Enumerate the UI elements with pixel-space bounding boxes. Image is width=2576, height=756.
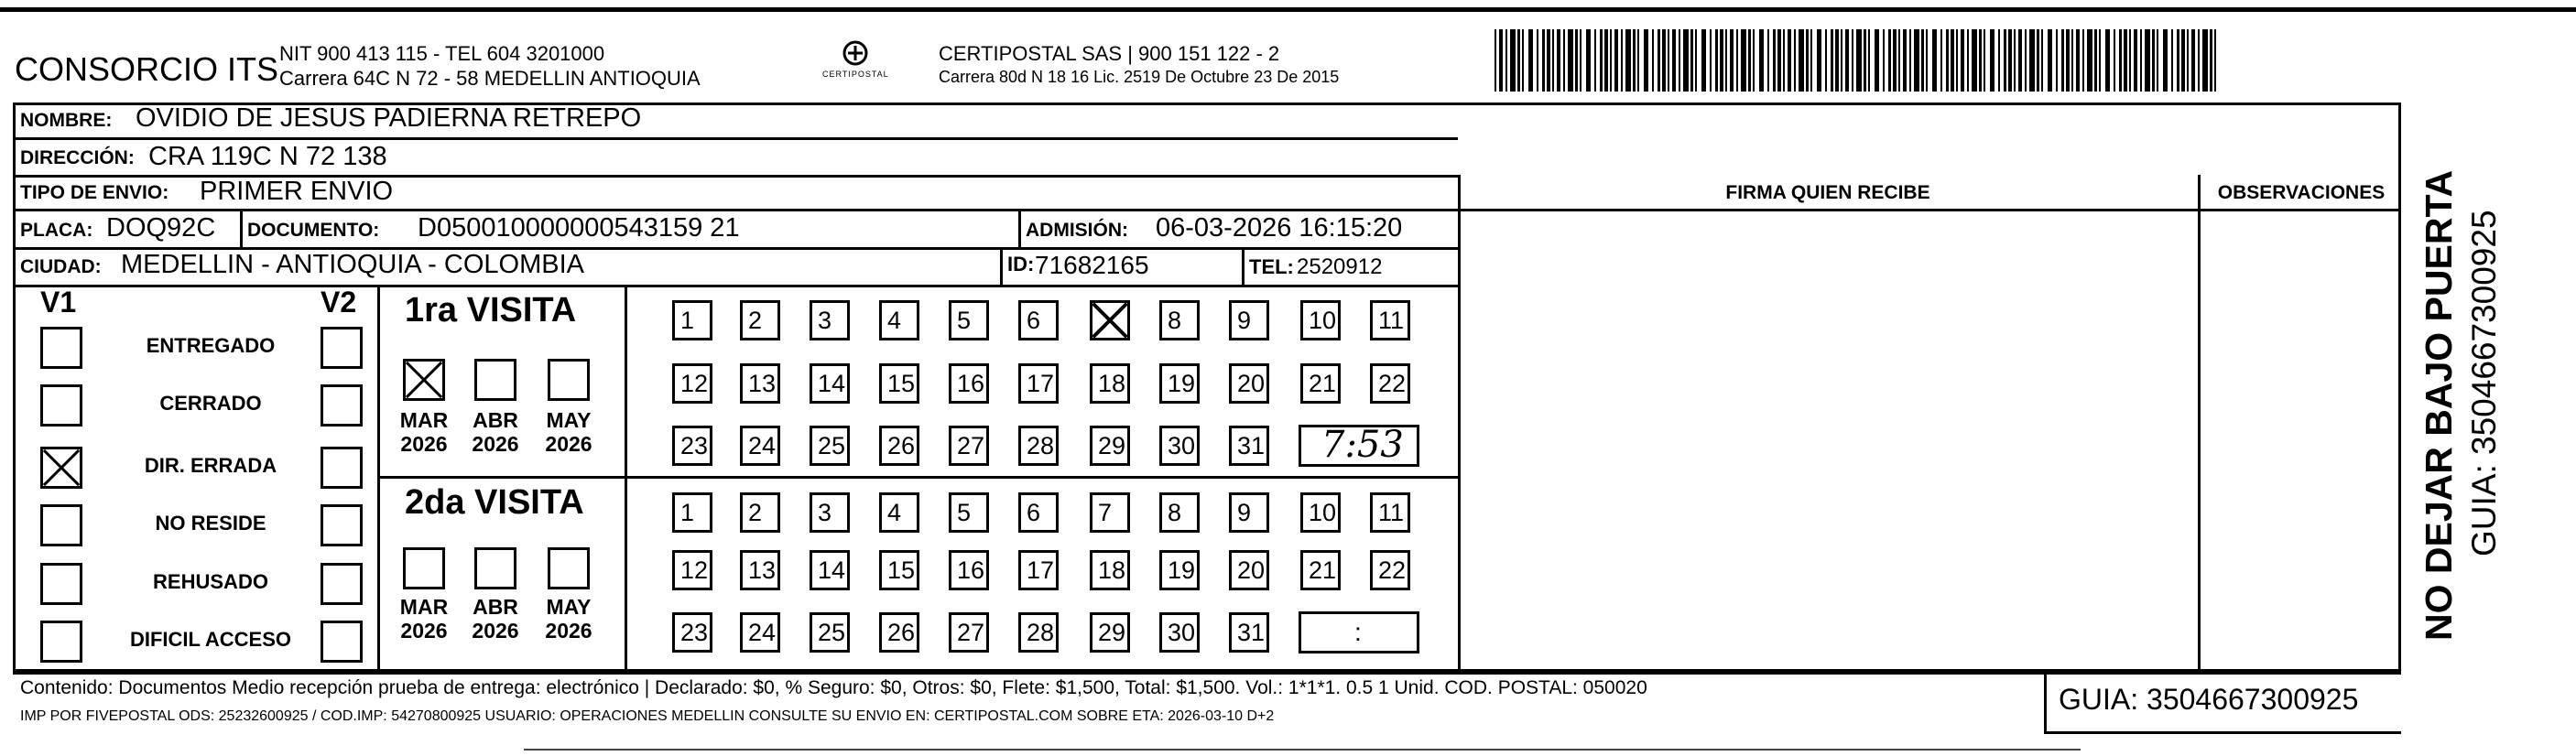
ciudad-label: CIUDAD:: [20, 256, 102, 277]
visit1-day-31[interactable]: 31: [1229, 426, 1269, 466]
cell-divider: [1242, 247, 1245, 285]
visit2-time: :: [1354, 618, 1362, 646]
cell-divider: [240, 209, 243, 247]
visit2-day-11[interactable]: 11: [1370, 492, 1410, 533]
visit1-day-18[interactable]: 18: [1090, 363, 1130, 404]
company-nit: NIT 900 413 115 - TEL 604 3201000: [279, 42, 605, 65]
status-label: NO RESIDE: [155, 512, 266, 535]
tel-label: TEL:: [1249, 255, 1294, 278]
visit2-month-label: [535, 595, 603, 643]
visit2-day-27[interactable]: 27: [949, 612, 989, 653]
visit1-day-11[interactable]: 11: [1370, 300, 1410, 340]
footer-divider: [2044, 672, 2047, 734]
visit2-day-23[interactable]: 23: [672, 612, 712, 653]
certipostal-logo-text: CERTIPOSTAL: [822, 70, 889, 79]
visit1-day-6[interactable]: 6: [1018, 300, 1059, 340]
visit1-title: 1ra VISITA: [405, 291, 577, 329]
visit2-month-checkbox[interactable]: [548, 547, 590, 589]
visit-separator: [377, 476, 1458, 479]
status-label: REHUSADO: [153, 570, 268, 593]
visit1-time: 7:53: [1321, 424, 1404, 466]
visit1-day-2[interactable]: 2: [740, 300, 780, 340]
v2-checkbox[interactable]: [321, 621, 363, 663]
v2-checkbox[interactable]: [321, 327, 363, 369]
visit2-day-16[interactable]: 16: [949, 550, 989, 590]
cut-line: [524, 749, 2081, 751]
visit1-month-checkbox[interactable]: [474, 359, 516, 401]
visit1-day-7[interactable]: [1090, 300, 1130, 340]
cell-divider: [1000, 247, 1003, 285]
visit2-day-17[interactable]: 17: [1018, 550, 1059, 590]
observaciones-area[interactable]: [2201, 211, 2399, 670]
tipo-envio-label: TIPO DE ENVIO:: [20, 182, 169, 203]
nombre-value: OVIDIO DE JESUS PADIERNA RETREPO: [136, 103, 642, 133]
visit2-day-15[interactable]: 15: [879, 550, 919, 590]
visit1-day-28[interactable]: 28: [1018, 426, 1059, 466]
status-label: ENTREGADO: [146, 334, 276, 357]
visit2-day-20[interactable]: 20: [1229, 550, 1269, 590]
visit1-month-label: [390, 408, 458, 456]
visit1-day-24[interactable]: 24: [740, 426, 780, 466]
month-year: 2026: [545, 619, 592, 643]
status-label: CERRADO: [159, 392, 262, 415]
visit2-day-9[interactable]: 9: [1229, 492, 1269, 533]
obs-left-border: [2198, 175, 2201, 672]
visit2-month-checkbox[interactable]: [403, 547, 445, 589]
barcode: [1495, 29, 2223, 92]
visit2-day-21[interactable]: 21: [1300, 550, 1341, 590]
month-name: MAR: [399, 408, 449, 432]
admision-label: ADMISIÓN:: [1026, 220, 1128, 241]
status-label: DIR. ERRADA: [144, 454, 277, 477]
tel-value: 2520912: [1297, 254, 1383, 279]
month-year: 2026: [472, 619, 519, 643]
visit2-month-label: [390, 595, 458, 643]
cell-divider: [1018, 209, 1021, 247]
company-name: CONSORCIO ITS: [15, 50, 279, 88]
visit2-day-18[interactable]: 18: [1090, 550, 1130, 590]
visit2-month-checkbox[interactable]: [474, 547, 516, 589]
firma-signature-area[interactable]: [1462, 211, 2196, 670]
visit2-day-22[interactable]: 22: [1370, 550, 1410, 590]
visit2-day-26[interactable]: 26: [879, 612, 919, 653]
id-value: 71682165: [1035, 251, 1149, 279]
visit1-day-26[interactable]: 26: [879, 426, 919, 466]
visit2-day-30[interactable]: 30: [1159, 612, 1200, 653]
visit1-day-20[interactable]: 20: [1229, 363, 1269, 404]
visit1-month-checkbox[interactable]: [403, 359, 445, 401]
visit1-day-12[interactable]: 12: [672, 363, 712, 404]
v1-checkbox[interactable]: [40, 621, 82, 663]
visit2-day-8[interactable]: 8: [1159, 492, 1200, 533]
visit1-day-25[interactable]: 25: [810, 426, 850, 466]
footer-bottom-border: [2044, 731, 2401, 734]
visit1-time-box[interactable]: [1299, 425, 1419, 467]
firma-left-border: [1458, 175, 1461, 672]
v2-checkbox[interactable]: [321, 504, 363, 546]
visit1-day-27[interactable]: 27: [949, 426, 989, 466]
visit2-day-12[interactable]: 12: [672, 550, 712, 590]
visit1-day-15[interactable]: 15: [879, 363, 919, 404]
visit1-day-19[interactable]: 19: [1159, 363, 1200, 404]
v2-checkbox[interactable]: [321, 563, 363, 605]
row-divider: [13, 137, 1458, 140]
month-year: 2026: [400, 432, 448, 456]
visit2-day-25[interactable]: 25: [810, 612, 850, 653]
visit1-day-13[interactable]: 13: [740, 363, 780, 404]
v2-label: V2: [321, 286, 357, 319]
visit1-month-label: [535, 408, 603, 456]
visit1-day-21[interactable]: 21: [1300, 363, 1341, 404]
status-label: DIFICIL ACCESO: [129, 628, 291, 651]
visit2-day-6[interactable]: 6: [1018, 492, 1059, 533]
visit1-day-1[interactable]: 1: [672, 300, 712, 340]
visit1-day-16[interactable]: 16: [949, 363, 989, 404]
visit2-day-31[interactable]: 31: [1229, 612, 1269, 653]
month-year: 2026: [545, 432, 592, 456]
visit2-day-10[interactable]: 10: [1300, 492, 1341, 533]
id-label: ID:: [1007, 253, 1035, 275]
visit2-day-13[interactable]: 13: [740, 550, 780, 590]
visit1-day-4[interactable]: 4: [879, 300, 919, 340]
footer-print-info: IMP POR FIVEPOSTAL ODS: 25232600925 / COD.IMP: 54270800925 USUARIO: OPERACIONES MEDELLIN CONSULTE SU ENVIO EN: CERTIPOSTAL.COM SOBRE ETA: 2026-03-10 D+2: [20, 708, 1275, 724]
visit2-day-3[interactable]: 3: [810, 492, 850, 533]
visit1-month-label: [462, 408, 529, 456]
month-name: ABR: [473, 408, 518, 432]
v1-checkbox[interactable]: [40, 327, 82, 369]
direccion-value: CRA 119C N 72 138: [148, 142, 387, 171]
footer-top-border: [13, 672, 2401, 675]
visit1-day-10[interactable]: 10: [1300, 300, 1341, 340]
visit2-day-4[interactable]: 4: [879, 492, 919, 533]
visit1-day-8[interactable]: 8: [1159, 300, 1200, 340]
month-year: 2026: [400, 619, 448, 643]
visit2-day-2[interactable]: 2: [740, 492, 780, 533]
footer-content: Contenido: Documentos Medio recepción prueba de entrega: electrónico | Declarado: $0, % Seguro: $0, Otros: $0, Flete: $1,500, Total: $1,500. Vol.: 1*1*1. 0.5 1 Unid. COD. POSTAL: 050020: [20, 677, 1647, 698]
visit1-day-30[interactable]: 30: [1159, 426, 1200, 466]
side-warning: NO DEJAR BAJO PUERTA: [2418, 169, 2460, 641]
visit1-day-3[interactable]: 3: [810, 300, 850, 340]
footer-guia: GUIA: 3504667300925: [2059, 683, 2359, 716]
visit1-day-14[interactable]: 14: [810, 363, 850, 404]
visit2-time-box[interactable]: [1299, 611, 1419, 653]
visit1-day-5[interactable]: 5: [949, 300, 989, 340]
documento-value: D050010000000543159 21: [418, 213, 740, 243]
certipostal-title: CERTIPOSTAL SAS | 900 151 122 - 2: [939, 42, 1280, 65]
placa-value: DOQ92C: [106, 213, 216, 243]
visit2-month-label: [462, 595, 529, 643]
visit2-day-5[interactable]: 5: [949, 492, 989, 533]
company-address: Carrera 64C N 72 - 58 MEDELLIN ANTIOQUIA: [279, 67, 701, 90]
visit1-day-9[interactable]: 9: [1229, 300, 1269, 340]
visit2-day-19[interactable]: 19: [1159, 550, 1200, 590]
visit2-day-14[interactable]: 14: [810, 550, 850, 590]
row-divider: [13, 285, 1458, 287]
visit1-day-29[interactable]: 29: [1090, 426, 1130, 466]
visit2-day-28[interactable]: 28: [1018, 612, 1059, 653]
month-year: 2026: [472, 432, 519, 456]
visit2-day-29[interactable]: 29: [1090, 612, 1130, 653]
top-border: [0, 7, 2576, 12]
month-name: MAR: [399, 595, 449, 619]
visit1-day-22[interactable]: 22: [1370, 363, 1410, 404]
v1-checkbox[interactable]: [40, 447, 82, 489]
visit2-day-24[interactable]: 24: [740, 612, 780, 653]
month-name: MAY: [546, 408, 592, 432]
v1-checkbox[interactable]: [40, 563, 82, 605]
direccion-label: DIRECCIÓN:: [20, 147, 135, 168]
visit1-day-23[interactable]: 23: [672, 426, 712, 466]
month-name: ABR: [473, 595, 518, 619]
certipostal-logo: [811, 37, 899, 95]
visit2-day-7[interactable]: 7: [1090, 492, 1130, 533]
certipostal-address: Carrera 80d N 18 16 Lic. 2519 De Octubre 23 De 2015: [939, 68, 1340, 86]
v1-label: V1: [40, 286, 77, 319]
month-name: MAY: [546, 595, 592, 619]
visit2-day-1[interactable]: 1: [672, 492, 712, 533]
ciudad-value: MEDELLIN - ANTIOQUIA - COLOMBIA: [121, 250, 584, 279]
tipo-envio-value: PRIMER ENVIO: [200, 177, 394, 206]
v2-checkbox[interactable]: [321, 447, 363, 489]
visit1-month-checkbox[interactable]: [548, 359, 590, 401]
firma-header: FIRMA QUIEN RECIBE: [1725, 182, 1930, 203]
v1-checkbox[interactable]: [40, 384, 82, 427]
nombre-label: NOMBRE:: [20, 110, 113, 131]
documento-label: DOCUMENTO:: [247, 220, 380, 241]
side-guia: GUIA: 3504667300925: [2465, 210, 2503, 556]
v1-checkbox[interactable]: [40, 504, 82, 546]
visit1-day-17[interactable]: 17: [1018, 363, 1059, 404]
placa-label: PLACA:: [20, 220, 93, 241]
v2-checkbox[interactable]: [321, 384, 363, 427]
admision-value: 06-03-2026 16:15:20: [1156, 213, 1403, 243]
observaciones-header: OBSERVACIONES: [2217, 182, 2386, 203]
visit2-title: 2da VISITA: [405, 483, 584, 522]
